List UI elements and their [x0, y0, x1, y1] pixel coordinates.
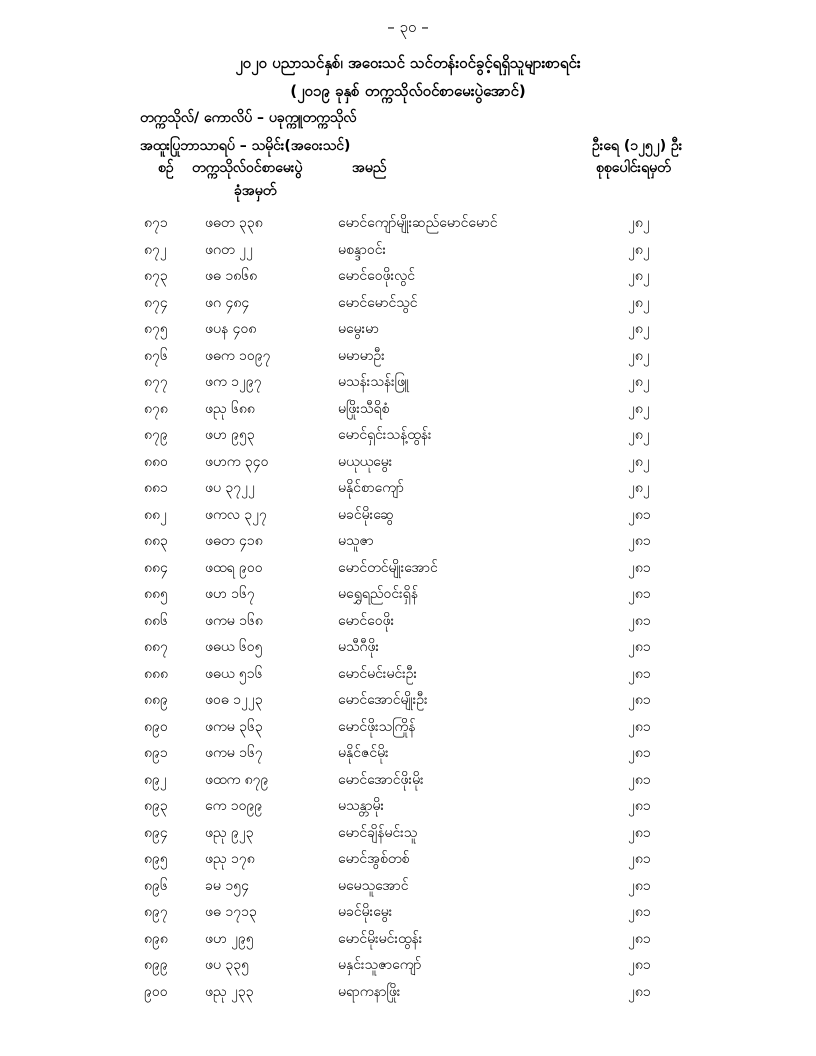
- student-name: မောင်ရှင်းသန့်ထွန်း: [338, 427, 432, 443]
- serial-number: ၈၈၇: [144, 639, 168, 655]
- specialization-line: အထူးပြုဘာသာရပ် – သမိုင်း(အဝေးသင်): [140, 138, 351, 154]
- roll-number: ဖပ ၃၃၅: [205, 957, 250, 973]
- page-number: – ၃၀ –: [387, 18, 429, 36]
- list-item: [0, 211, 816, 238]
- student-name: မယုယုမွေး: [338, 453, 393, 470]
- list-item: [0, 264, 816, 291]
- total-marks: ၂၈၁: [628, 851, 651, 867]
- student-name: မသန္တာမိုး: [338, 798, 385, 814]
- student-name: မသန်းသန်းဖြူ: [338, 374, 410, 390]
- total-marks: ၂၈၁: [628, 586, 651, 602]
- list-item: [0, 688, 816, 715]
- serial-number: ၈၇၅: [144, 321, 168, 337]
- serial-number: ၈၈၈: [144, 665, 168, 682]
- list-item: [0, 741, 816, 768]
- serial-number: ၈၉၉: [144, 957, 168, 973]
- list-item: [0, 874, 816, 901]
- serial-number: ၈၈၆: [144, 612, 168, 629]
- student-name: မောင်ဝေဖိုး: [338, 612, 395, 629]
- total-count: ဦးရေ (၁၂၅၂) ဦး: [592, 138, 683, 154]
- roll-number: ဖဟ ၉၅၃: [205, 427, 255, 443]
- total-marks: ၂၈၁: [628, 533, 651, 549]
- total-marks: ၂၈၂: [628, 294, 650, 311]
- list-item: [0, 794, 816, 821]
- student-name: မောင်မင်းမင်းဦး: [338, 665, 418, 682]
- list-item: [0, 662, 816, 689]
- student-name: မောင်မောင်သွင်: [338, 294, 418, 311]
- roll-number: ဖဟ ၂၉၅: [205, 930, 254, 947]
- total-marks: ၂၈၂: [628, 480, 650, 496]
- document-subtitle: (၂၀၁၉ ခုနှစ် တက္ကသိုလ်ဝင်စာမေးပွဲအောင်): [290, 82, 526, 100]
- roll-number: ဖညု ၉၂၃: [205, 824, 254, 841]
- serial-number: ၈၇၈: [144, 400, 168, 417]
- list-item: [0, 847, 816, 874]
- student-name: မောင်ဖိုးသကြိုန်: [338, 718, 416, 735]
- serial-number: ၈၉၃: [144, 798, 168, 814]
- total-marks: ၂၈၁: [628, 745, 651, 761]
- total-marks: ၂၈၂: [628, 268, 650, 284]
- roll-number: ဖဓ ၁၇၁၃: [205, 904, 257, 920]
- list-item: [0, 609, 816, 636]
- total-marks: ၂၈၁: [628, 718, 651, 735]
- serial-number: ၈၉၅: [144, 851, 168, 867]
- list-item: [0, 370, 816, 397]
- serial-number: ၈၈၅: [144, 586, 168, 602]
- total-marks: ၂၈၂: [628, 453, 650, 470]
- list-item: [0, 291, 816, 318]
- roll-number: ဖထရ ၉၀၀: [205, 559, 263, 576]
- column-header-marks: စုစုပေါင်းရမှတ်: [596, 160, 671, 176]
- roll-number: ဖဂတ ၂၂: [205, 241, 253, 258]
- serial-number: ၈၈၃: [144, 533, 168, 549]
- serial-number: ၈၇၃: [144, 268, 168, 284]
- student-name: မသီဂီဖိုး: [338, 639, 380, 655]
- total-marks: ၂၈၁: [628, 559, 651, 576]
- student-name: မနိုင်စာကျော်: [338, 480, 404, 496]
- serial-number: ၈၇၇: [144, 374, 168, 390]
- student-name: မစန္ဒာဝင်း: [338, 241, 387, 258]
- roll-number: ဖပန ၄၀၈: [205, 321, 257, 337]
- total-marks: ၂၈၂: [628, 427, 650, 443]
- total-marks: ၂၈၁: [628, 877, 651, 894]
- list-item: [0, 582, 816, 609]
- total-marks: ၂၈၁: [628, 930, 651, 947]
- list-item: [0, 635, 816, 662]
- total-marks: ၂၈၂: [628, 374, 650, 390]
- student-name: မရာကနာဖြိုး: [338, 983, 401, 1000]
- total-marks: ၂၈၁: [628, 771, 651, 788]
- student-name: မနိုင်ဇင်မိုး: [338, 745, 389, 761]
- total-marks: ၂၈၁: [628, 798, 651, 814]
- total-marks: ၂၈၂: [628, 215, 650, 231]
- roll-number: ဖကမ ၃၆၃: [205, 718, 263, 735]
- total-marks: ၂၈၁: [628, 665, 651, 682]
- list-item: [0, 423, 816, 450]
- roll-number: ဖဓယ ၅၁၆: [205, 665, 263, 682]
- student-name: မောင်အွစ်တစ်: [338, 851, 410, 867]
- serial-number: ၈၇၁: [144, 215, 168, 231]
- serial-number: ၈၈၉: [144, 692, 168, 708]
- student-name: မဖြိုးသီရိစံ: [338, 400, 390, 417]
- roll-number: ဖဓ ၁၈၆၈: [205, 268, 258, 284]
- student-name: မသူဇာ: [338, 533, 374, 549]
- student-name: မမေသူအောင်: [338, 877, 409, 894]
- total-marks: ၂၈၁: [628, 904, 651, 920]
- student-name: မရွှေရည်ဝင်းရှိန်: [338, 586, 418, 602]
- roll-number: ဖညု ၆၈၈: [205, 400, 255, 417]
- serial-number: ၈၉၀: [144, 718, 168, 735]
- total-marks: ၂၈၂: [628, 321, 650, 337]
- roll-number: ဖကမ ၁၆၇: [205, 745, 263, 761]
- column-header-roll-line2: ခုံအမှတ်: [234, 183, 277, 199]
- list-item: [0, 344, 816, 371]
- roll-number: ဖဟ ၁၆၇: [205, 586, 255, 602]
- total-marks: ၂၈၂: [628, 400, 650, 417]
- roll-number: ခမ ၁၅၄: [205, 877, 249, 894]
- list-item: [0, 317, 816, 344]
- list-item: [0, 238, 816, 265]
- column-header-serial: စဉ်: [158, 160, 174, 176]
- list-item: [0, 953, 816, 980]
- total-marks: ၂၈၁: [628, 983, 651, 1000]
- total-marks: ၂၈၁: [628, 824, 651, 841]
- total-marks: ၂၈၁: [628, 957, 651, 973]
- list-item: [0, 900, 816, 927]
- student-name: မနှင်းသူဇာကျော်: [338, 957, 422, 973]
- roll-number: ဖညု ၁၇၈: [205, 851, 255, 867]
- document-title: ၂၀၂၀ ပညာသင်နှစ်၊ အဝေးသင် သင်တန်းဝင်ခွင့်ရရှိသူများစာရင်း: [235, 54, 581, 72]
- list-item: [0, 715, 816, 742]
- list-item: [0, 476, 816, 503]
- roll-number: ဖဂ ၄၈၄: [205, 294, 250, 311]
- serial-number: ၈၈၄: [144, 559, 168, 576]
- roll-number: ဖဝဓ ၁၂၂၃: [205, 692, 263, 708]
- roll-number: ဖဓက ၁၀၉၇: [205, 347, 271, 364]
- student-name: မခင်မိုးမွေး: [338, 904, 393, 920]
- serial-number: ၈၇၉: [144, 427, 168, 443]
- serial-number: ၈၉၂: [144, 771, 167, 788]
- total-marks: ၂၈၁: [628, 506, 651, 523]
- total-marks: ၂၈၁: [628, 639, 651, 655]
- roll-number: ဖဓတ ၄၁၈: [205, 533, 263, 549]
- serial-number: ၈၉၈: [144, 930, 168, 947]
- column-header-roll: တက္ကသိုလ်ဝင်စာမေးပွဲ: [192, 160, 303, 176]
- serial-number: ၈၉၄: [144, 824, 168, 841]
- serial-number: ၈၉၇: [144, 904, 168, 920]
- roll-number: ဖကလ ၃၂၇: [205, 506, 267, 523]
- roll-number: ဖပ ၃၇၂၂: [205, 480, 255, 496]
- roll-number: ဖဓတ ၃၃၈: [205, 215, 263, 231]
- student-name: မောင်ကျော်မျိုးဆည်မောင်မောင်: [338, 215, 498, 231]
- total-marks: ၂၈၁: [628, 692, 651, 708]
- list-item: [0, 980, 816, 1007]
- total-marks: ၂၈၂: [628, 241, 650, 258]
- list-item: [0, 397, 816, 424]
- column-header-name: အမည်: [352, 160, 387, 176]
- roll-number: ကေ ၁၀၉၉: [205, 798, 263, 814]
- list-item: [0, 529, 816, 556]
- student-name: မောင်ဝေဖိုးလွင်: [338, 268, 416, 284]
- serial-number: ၈၈၂: [144, 506, 167, 523]
- serial-number: ၈၈၁: [144, 480, 168, 496]
- serial-number: ၈၉၁: [144, 745, 168, 761]
- list-item: [0, 450, 816, 477]
- roll-number: ဖညု ၂၃၃: [205, 983, 254, 1000]
- list-item: [0, 556, 816, 583]
- serial-number: ၉၀၀: [144, 983, 168, 1000]
- list-item: [0, 821, 816, 848]
- student-name: မောင်အောင်ဖိုးမိုး: [338, 771, 424, 788]
- list-item: [0, 768, 816, 795]
- student-name: မောင်မိုးမင်းထွန်း: [338, 930, 423, 947]
- total-marks: ၂၈၁: [628, 612, 651, 629]
- list-item: [0, 927, 816, 954]
- roll-number: ဖထက ၈၇၉: [205, 771, 269, 788]
- serial-number: ၈၈၀: [144, 453, 168, 470]
- university-line: တက္ကသိုလ်/ ကောလိပ် – ပခုက္ကူတက္ကသိုလ်: [140, 110, 357, 126]
- student-name: မောင်ချိန်မင်းသူ: [338, 824, 418, 841]
- student-name: မောင်တင်မျိုးအောင်: [338, 559, 438, 576]
- list-item: [0, 503, 816, 530]
- roll-number: ဖဟက ၃၄၀: [205, 453, 269, 470]
- total-marks: ၂၈၂: [628, 347, 650, 364]
- roll-number: ဖကမ ၁၆၈: [205, 612, 263, 629]
- serial-number: ၈၇၂: [144, 241, 167, 258]
- student-name: မခင်မိုးဆွေ: [338, 506, 394, 523]
- serial-number: ၈၇၆: [144, 347, 168, 364]
- roll-number: ဖက ၁၂၉၇: [205, 374, 262, 390]
- roll-number: ဖဓယ ၆၀၅: [205, 639, 263, 655]
- results-list: [0, 211, 816, 1006]
- student-name: မောင်အောင်မျိုးဦး: [338, 692, 428, 708]
- student-name: မမာမာဦး: [338, 347, 385, 364]
- serial-number: ၈၇၄: [144, 294, 168, 311]
- student-name: မမွေးမာ: [338, 321, 379, 337]
- serial-number: ၈၉၆: [144, 877, 168, 894]
